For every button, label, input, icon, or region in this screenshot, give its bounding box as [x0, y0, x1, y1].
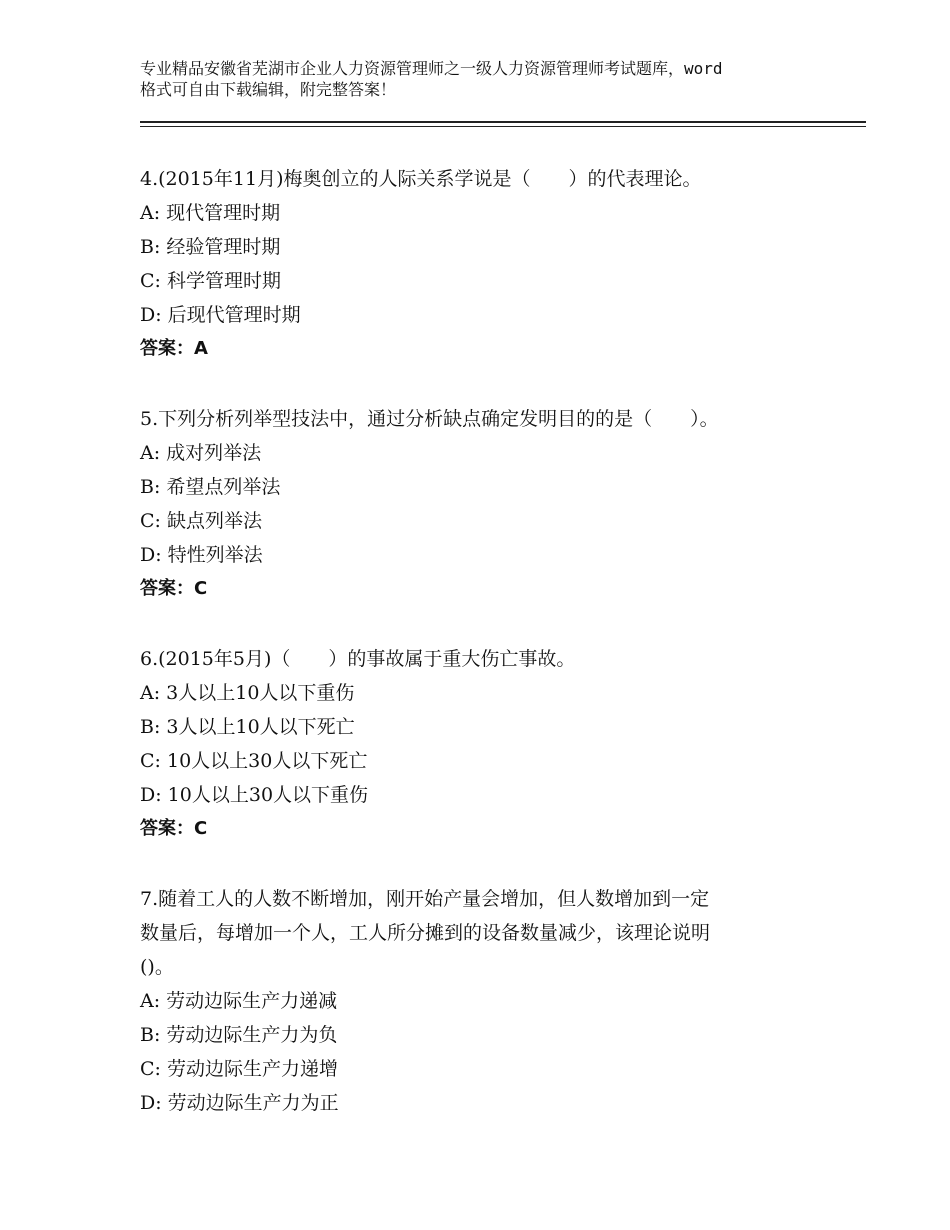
question-4 [140, 162, 840, 366]
question-7 [140, 882, 840, 1120]
option-a: A: 成对列举法 [140, 442, 262, 464]
header-divider-thick [140, 121, 866, 123]
option-d: D: 10人以上30人以下重伤 [140, 784, 369, 806]
option-a: A: 3人以上10人以下重伤 [140, 682, 355, 704]
option-b: B: 希望点列举法 [140, 476, 281, 498]
option-a: A: 现代管理时期 [140, 202, 281, 224]
header-divider-thin [140, 126, 866, 127]
question-text: 7.随着工人的人数不断增加，刚开始产量会增加，但人数增加到一定 数量后，每增加一个人，工人所分摊到的设备数量减少，该理论说明 ()。 [140, 888, 711, 978]
option-c: C: 缺点列举法 [140, 510, 262, 532]
answer-label: 答案：C [140, 818, 208, 839]
question-6 [140, 642, 840, 846]
question-text: 5.下列分析列举型技法中，通过分析缺点确定发明目的的是（ ）。 [140, 408, 719, 430]
option-d: D: 劳动边际生产力为正 [140, 1092, 339, 1114]
option-c: C: 科学管理时期 [140, 270, 281, 292]
question-5 [140, 402, 840, 606]
answer-label: 答案：A [140, 338, 208, 359]
question-text: 6.(2015年5月)（ ）的事故属于重大伤亡事故。 [140, 648, 576, 670]
option-a: A: 劳动边际生产力递减 [140, 990, 338, 1012]
option-d: D: 特性列举法 [140, 544, 263, 566]
question-text: 4.(2015年11月)梅奥创立的人际关系学说是（ ）的代表理论。 [140, 168, 702, 190]
option-b: B: 3人以上10人以下死亡 [140, 716, 355, 738]
header-line: 专业精品安徽省芜湖市企业人力资源管理师之一级人力资源管理师考试题库，word [140, 59, 723, 78]
answer-label: 答案：C [140, 578, 208, 599]
option-b: B: 经验管理时期 [140, 236, 281, 258]
option-c: C: 10人以上30人以下死亡 [140, 750, 368, 772]
document-header [140, 58, 840, 100]
question-list [140, 162, 840, 1156]
header-line: 格式可自由下载编辑，附完整答案！ [140, 80, 397, 99]
option-c: C: 劳动边际生产力递增 [140, 1058, 338, 1080]
option-d: D: 后现代管理时期 [140, 304, 301, 326]
option-b: B: 劳动边际生产力为负 [140, 1024, 338, 1046]
